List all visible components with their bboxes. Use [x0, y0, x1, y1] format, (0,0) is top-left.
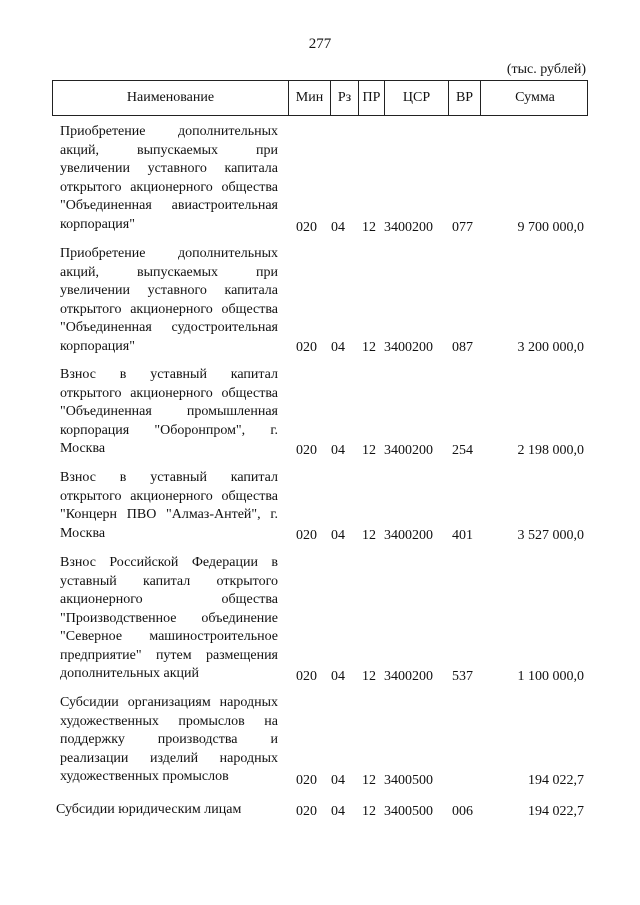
row-vr: 401 — [452, 528, 473, 543]
header-rz: Рз — [330, 81, 358, 115]
row-min: 020 — [296, 220, 317, 235]
row-name: Взнос в уставный капитал открытого акционерного общества "Объединенная промышленная корпорация "Оборонпром", г. Москва — [60, 367, 278, 456]
row-rz: 04 — [331, 220, 345, 235]
row-csr: 3400200 — [384, 669, 433, 684]
row-csr: 3400500 — [384, 804, 433, 819]
row-csr: 3400200 — [384, 443, 433, 458]
row-min: 020 — [296, 443, 317, 458]
row-name: Субсидии организациям народных художественных промыслов на поддержку производства и реализации изделий народных художественных промыслов — [60, 695, 278, 784]
row-min: 020 — [296, 773, 317, 788]
row-rz: 04 — [331, 773, 345, 788]
row-min: 020 — [296, 340, 317, 355]
header-min: Мин — [288, 81, 330, 115]
row-vr: 537 — [452, 669, 473, 684]
row-name: Субсидии юридическим лицам — [56, 802, 242, 817]
row-sum: 3 527 000,0 — [517, 528, 584, 543]
header-csr: ЦСР — [384, 81, 448, 115]
row-vr: 006 — [452, 804, 473, 819]
row-rz: 04 — [331, 340, 345, 355]
page-number: 277 — [308, 36, 332, 52]
row-min: 020 — [296, 528, 317, 543]
row-vr: 087 — [452, 340, 473, 355]
row-min: 020 — [296, 669, 317, 684]
row-vr: 077 — [452, 220, 473, 235]
row-pr: 12 — [362, 340, 376, 355]
row-sum: 3 200 000,0 — [517, 340, 584, 355]
row-pr: 12 — [362, 804, 376, 819]
row-csr: 3400200 — [384, 528, 433, 543]
header-sum: Сумма — [480, 81, 589, 115]
row-pr: 12 — [362, 773, 376, 788]
row-rz: 04 — [331, 528, 345, 543]
row-name: Взнос в уставный капитал открытого акционерного общества "Концерн ПВО "Алмаз-Антей", г. Москва — [60, 470, 278, 541]
row-rz: 04 — [331, 443, 345, 458]
header-name: Наименование — [126, 90, 215, 105]
row-vr: 254 — [452, 443, 473, 458]
table-header — [52, 80, 588, 116]
row-pr: 12 — [362, 669, 376, 684]
row-name: Приобретение дополнительных акций, выпускаемых при увеличении уставного капитала открытого акционерного общества "Объединенная авиастроительная корпорация" — [60, 124, 278, 232]
row-min: 020 — [296, 804, 317, 819]
row-sum: 2 198 000,0 — [517, 443, 584, 458]
row-name: Приобретение дополнительных акций, выпускаемых при увеличении уставного капитала открытого акционерного общества "Объединенная судостроительная корпорация" — [60, 246, 278, 354]
row-sum: 9 700 000,0 — [517, 220, 584, 235]
row-pr: 12 — [362, 443, 376, 458]
row-sum: 1 100 000,0 — [517, 669, 584, 684]
row-pr: 12 — [362, 528, 376, 543]
units-label: (тыс. рублей) — [506, 62, 586, 77]
row-name: Взнос Российской Федерации в уставный капитал открытого акционерного общества "Производственное объединение "Северное машиностроительное предприятие" путем размещения дополнительных акций — [60, 555, 278, 681]
header-vr: ВР — [448, 81, 480, 115]
row-csr: 3400500 — [384, 773, 433, 788]
header-pr: ПР — [358, 81, 384, 115]
row-sum: 194 022,7 — [528, 773, 584, 788]
row-rz: 04 — [331, 804, 345, 819]
row-csr: 3400200 — [384, 340, 433, 355]
row-csr: 3400200 — [384, 220, 433, 235]
row-rz: 04 — [331, 669, 345, 684]
row-sum: 194 022,7 — [528, 804, 584, 819]
row-pr: 12 — [362, 220, 376, 235]
